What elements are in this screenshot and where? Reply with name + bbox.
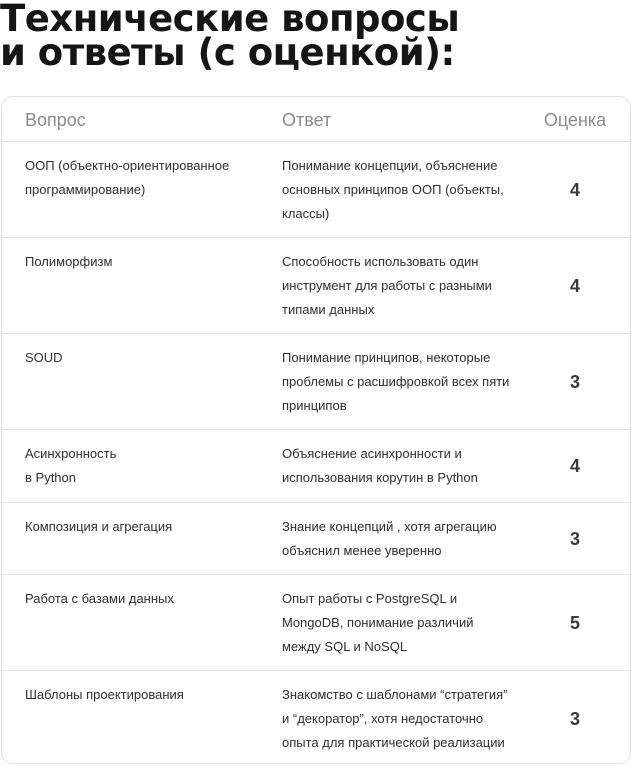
- page-title: [0, 0, 633, 74]
- table-row: [2, 575, 630, 671]
- question-cell: SOUD: [25, 350, 63, 365]
- question-cell: Шаблоны проектирования: [25, 687, 184, 702]
- question-cell: Асинхронность в Python: [25, 446, 117, 485]
- answer-cell: Знание концепций , хотя агрегацию объяснил менее уверенно: [282, 519, 497, 558]
- table-header-row: [2, 97, 630, 142]
- table-row: [2, 238, 630, 334]
- question-cell: ООП (объектно-ориентированное программирование): [25, 158, 230, 197]
- score-cell: 4: [569, 456, 580, 476]
- table-row: [2, 671, 630, 764]
- table-row: [2, 142, 630, 238]
- table-row: [2, 334, 630, 430]
- answer-cell: Объяснение асинхронности и использования корутин в Python: [282, 446, 478, 485]
- header-score: Оценка: [543, 110, 607, 130]
- page-title-line-1: Технические вопросы: [0, 0, 460, 40]
- table-row: [2, 430, 630, 503]
- table-row: [2, 503, 630, 575]
- answer-cell: Опыт работы с PostgreSQL и MongoDB, понимание различий между SQL и NoSQL: [282, 591, 474, 654]
- score-cell: 3: [569, 372, 580, 392]
- question-cell: Полиморфизм: [25, 254, 113, 269]
- score-cell: 4: [569, 180, 580, 200]
- header-answer: Ответ: [282, 110, 332, 130]
- page-title-line-2: и ответы (с оценкой):: [0, 31, 455, 74]
- answer-cell: Понимание принципов, некоторые проблемы с расшифровкой всех пяти принципов: [282, 350, 510, 413]
- score-cell: 5: [569, 613, 580, 633]
- header-question: Вопрос: [25, 110, 86, 130]
- score-cell: 3: [569, 529, 580, 549]
- answer-cell: Понимание концепции, объяснение основных принципов ООП (объекты, классы): [282, 158, 504, 221]
- answer-cell: Знакомство с шаблонами “стратегия” и “декоратор”, хотя недостаточно опыта для практической реализации: [282, 687, 508, 750]
- question-cell: Работа с базами данных: [25, 591, 174, 606]
- question-cell: Композиция и агрегация: [25, 519, 173, 534]
- answer-cell: Способность использовать один инструмент для работы с разными типами данных: [282, 254, 492, 317]
- assessment-table: [1, 96, 631, 764]
- score-cell: 4: [569, 276, 580, 296]
- score-cell: 3: [569, 709, 580, 729]
